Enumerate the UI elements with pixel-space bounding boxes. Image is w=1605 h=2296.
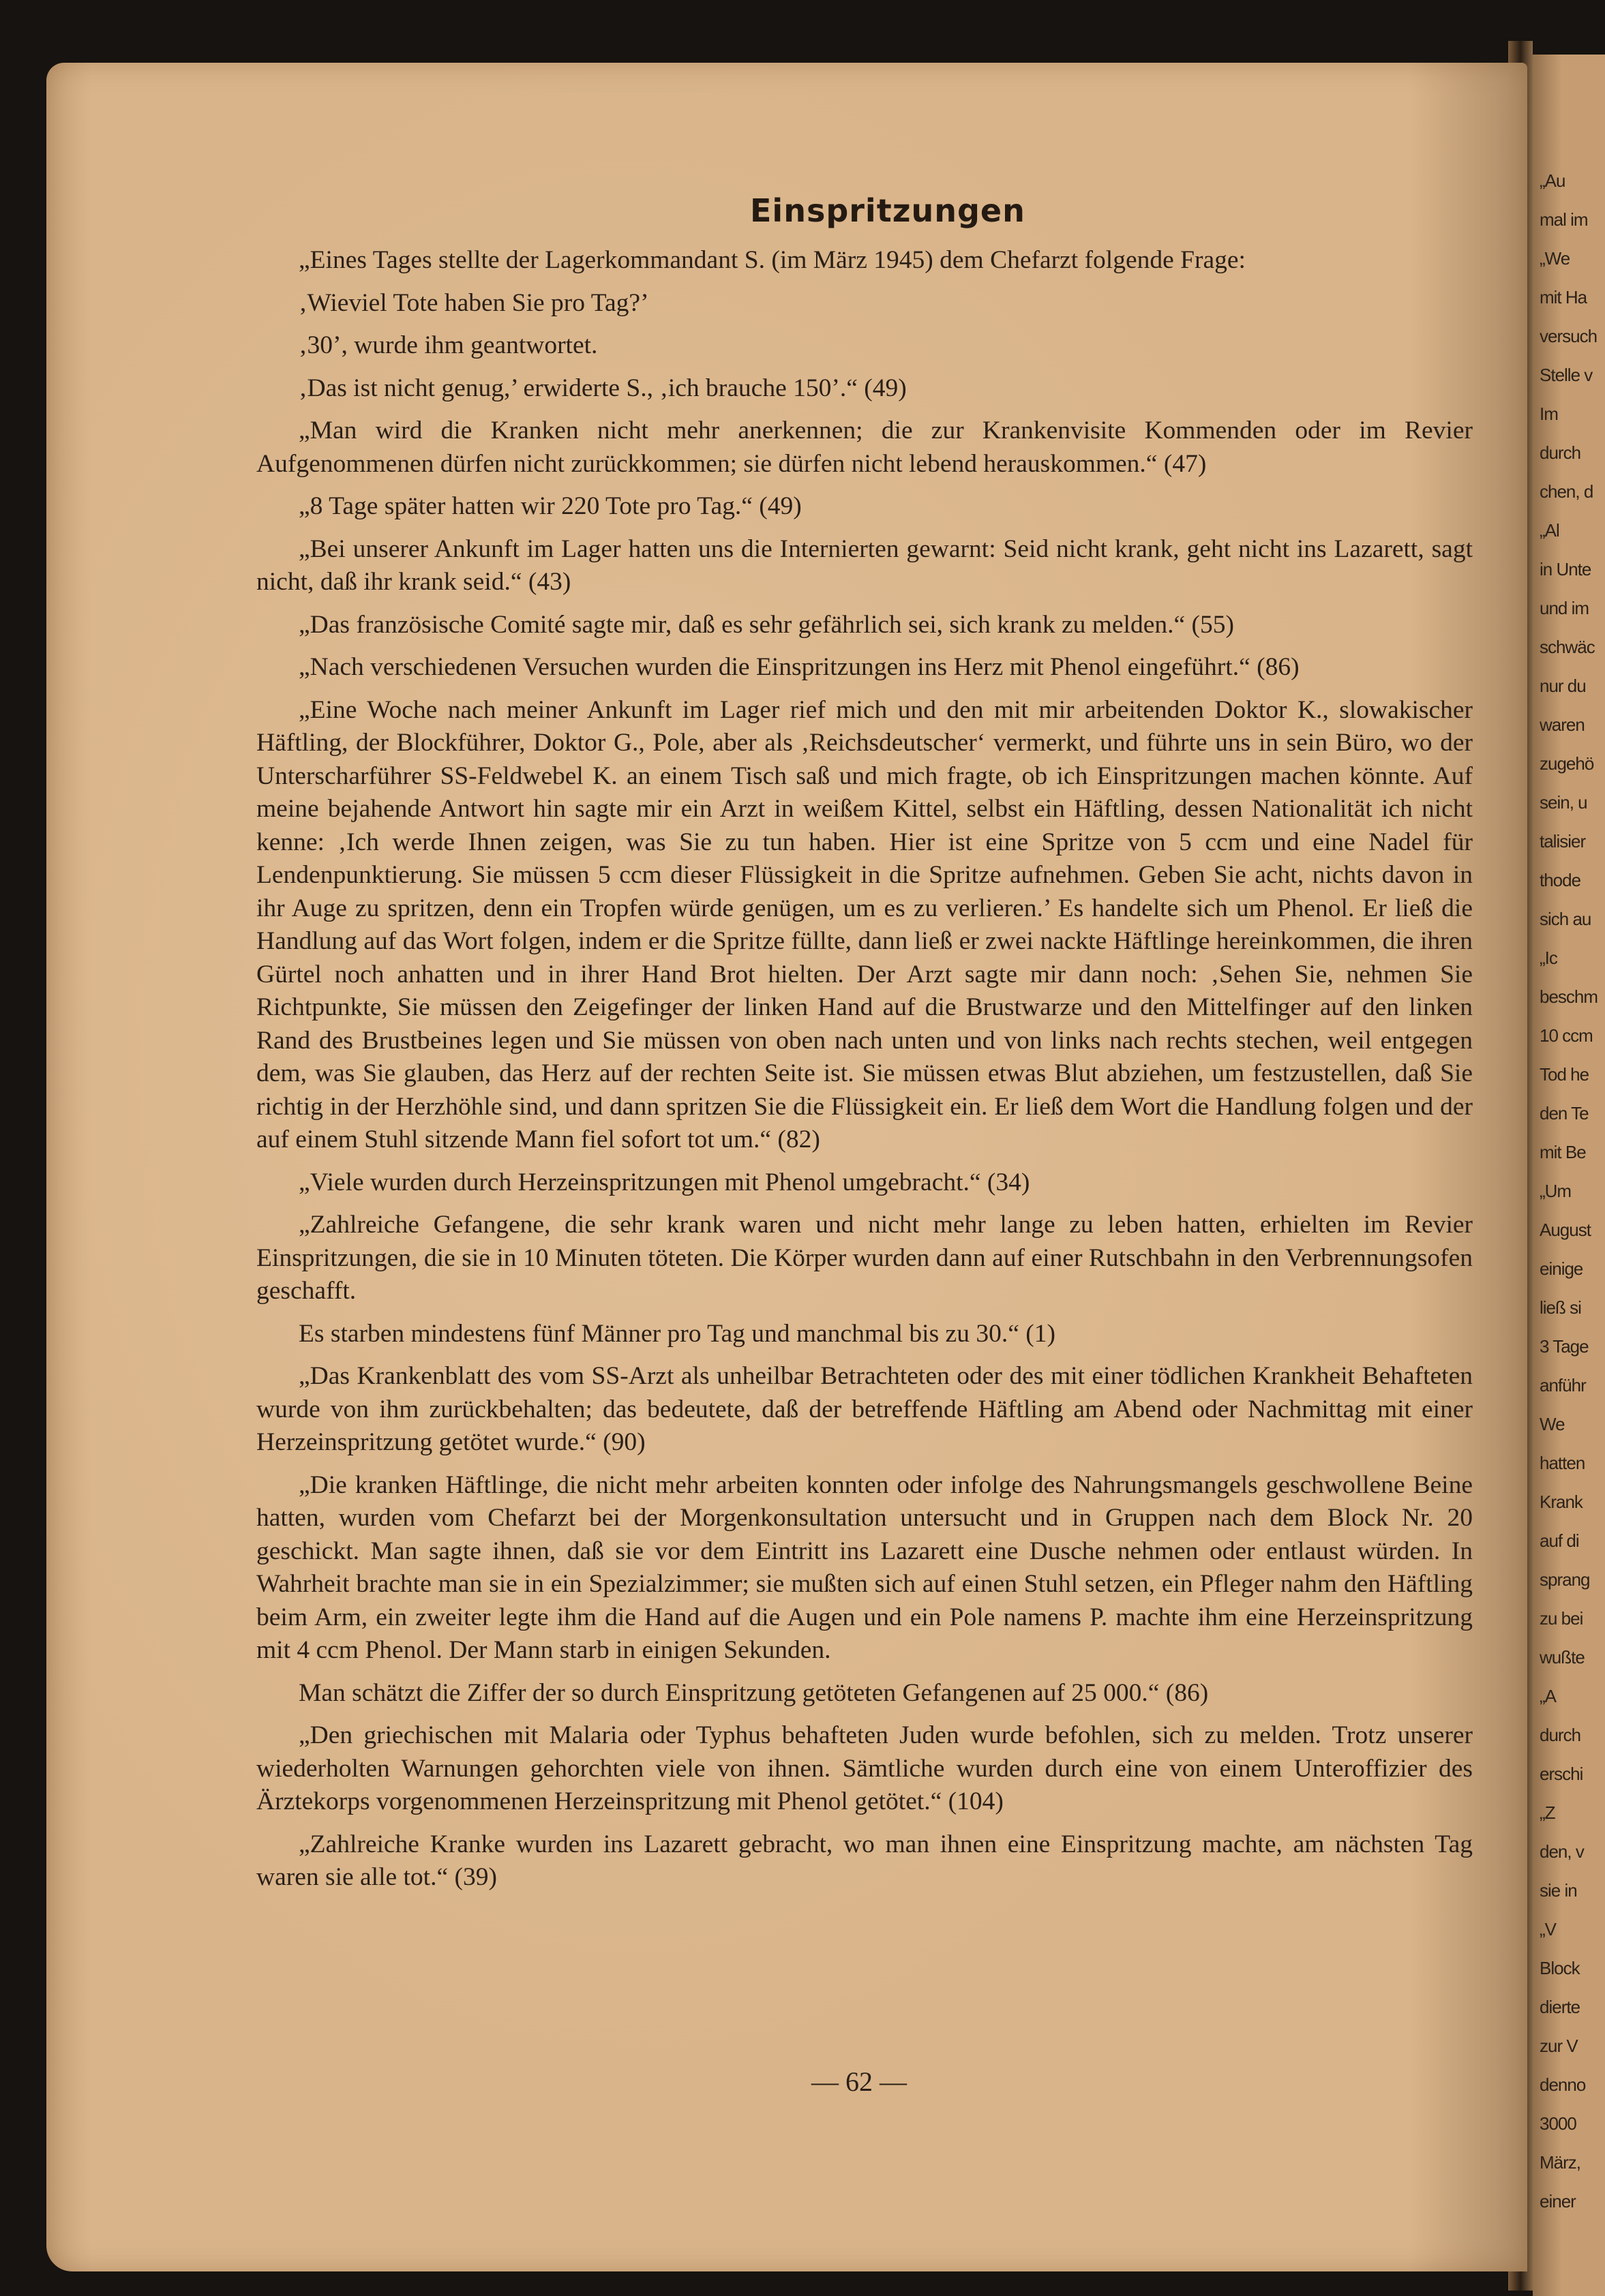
facing-page-fragment: sprang [1540, 1569, 1590, 1590]
facing-page-fragment: Tod he [1540, 1064, 1589, 1085]
paragraph: „8 Tage später hatten wir 220 Tote pro Tag.“ (49) [299, 492, 802, 520]
facing-page-fragment: durch [1540, 1725, 1581, 1745]
paragraph: ‚Das ist nicht genug,’ erwiderte S., ‚ich brauche 150’.“ (49) [299, 374, 907, 402]
facing-page-fragment: chen, d [1540, 481, 1593, 502]
paragraph: Es starben mindestens fünf Männer pro Tag und manchmal bis zu 30.“ (1) [299, 1319, 1055, 1348]
facing-page-fragment: einige [1540, 1258, 1583, 1279]
facing-page-fragment: „Au [1540, 170, 1565, 191]
paragraph: „Das französische Comité sagte mir, daß es sehr gefährlich sei, sich krank zu melden.“ (55) [299, 610, 1234, 639]
facing-page-fragment: talisier [1540, 831, 1586, 851]
paragraph: „Bei unserer Ankunft im Lager hatten uns die Internierten gewarnt: Seid nicht krank, geht nicht ins Lazarett, sagt nicht, daß ihr krank seid.“ (43) [256, 534, 1473, 596]
facing-page-fragment: Block [1540, 1958, 1580, 1978]
facing-page-fragment: schwäc [1540, 637, 1595, 657]
facing-page-fragment: thode [1540, 870, 1581, 890]
facing-page-fragment: sein, u [1540, 792, 1587, 813]
facing-page-fragment: hatten [1540, 1453, 1585, 1473]
facing-page-fragment: zur V [1540, 2036, 1578, 2056]
facing-page-fragment: den, v [1540, 1841, 1584, 1862]
facing-page-fragment: dierte [1540, 1997, 1580, 2017]
facing-page-fragment: „We [1540, 248, 1570, 269]
facing-page-fragment: sich au [1540, 909, 1591, 929]
facing-page-fragment: auf di [1540, 1530, 1579, 1551]
facing-page-fragment: nur du [1540, 676, 1586, 696]
facing-page-fragment: erschi [1540, 1764, 1583, 1784]
facing-page-fragment: beschm [1540, 986, 1598, 1007]
facing-page-fragment: „Um [1540, 1181, 1572, 1201]
facing-page-fragment: „Al [1540, 520, 1559, 541]
facing-page-fragment: 10 ccm [1540, 1025, 1593, 1046]
facing-page-fragment: denno [1540, 2074, 1586, 2095]
paragraph: „Zahlreiche Kranke wurden ins Lazarett gebracht, wo man ihnen eine Einspritzung machte, am nächsten Tag waren sie alle tot.“ (39) [256, 1830, 1473, 1891]
facing-page-fragment: mit Be [1540, 1142, 1586, 1162]
facing-page-fragment: „Ic [1540, 948, 1557, 968]
facing-page-fragment: sie in [1540, 1880, 1577, 1901]
facing-page-fragment: 3 Tage [1540, 1336, 1589, 1357]
paragraph: ‚30’, wurde ihm geantwortet. [299, 331, 598, 359]
facing-page-fragment: We [1540, 1414, 1565, 1434]
facing-page-fragment: in Unte [1540, 559, 1591, 579]
facing-page-edge [1533, 55, 1605, 2296]
paragraph: „Eine Woche nach meiner Ankunft im Lager rief mich und den mit mir arbeitenden Doktor K., slowakischer Häftling, der Blockführer, Doktor G., Pole, aber als ‚Reichsdeutscher‘ vermerkt, und führte uns in sein Büro, wo der Unterscharführer SS-Feldwebel K. an einem Tisch saß und mich fragte, ob ich Einspritzungen machen könnte. Auf meine bejahende Antwort hin sagte mir ein Arzt in weißem Kittel, selbst ein Häftling, dessen Nationalität ich nicht kenne: ‚Ich werde Ihnen zeigen, was Sie zu tun haben. Hier ist eine Spritze von 5 ccm und eine Nadel für Lendenpunktierung. Sie müssen 5 ccm dieser Flüssigkeit in die Spritze aufnehmen. Geben Sie acht, nichts davon in ihr Auge zu spritzen, denn ein Tropfen würde genügen, um es zu verlieren.’ Es handelte sich um Phenol. Er ließ die Handlung auf das Wort folgen, indem er die Spritze füllte, dann ließ er zwei nackte Häftlinge hereinkommen, die ihren Gürtel noch anhatten und in ihrer Hand Brot hielten. Der Arzt sagte mir dann noch: ‚Sehen Sie, nehmen Sie Richtpunkte, Sie müssen den Zeigefinger der linken Hand auf die Brustwarze und den Mittelfinger auf den linken Rand des Brustbeines legen und Sie müssen von oben nach unten und von links nach rechts stechen, weil entgegen dem, was Sie glauben, das Herz auf der rechten Seite ist. Sie müssen etwas Blut abziehen, um festzustellen, daß Sie richtig in der Herzhöhle sind, und dann spritzen Sie die Flüssigkeit ein. Er ließ dem Wort die Handlung folgen und der auf einem Stuhl sitzende Mann fiel sofort tot um.“ (82) [256, 695, 1473, 1153]
paragraph: „Eines Tages stellte der Lagerkommandant S. (im März 1945) dem Chefarzt folgende Frage: [299, 246, 1246, 274]
facing-page-fragment: 3000 [1540, 2113, 1576, 2134]
facing-page-fragment: und im [1540, 598, 1589, 618]
page-body [256, 244, 1473, 1904]
paragraph: „Zahlreiche Gefangene, die sehr krank waren und nicht mehr lange zu leben hatten, erhielten im Revier Einspritzungen, die sie in 10 Minuten töteten. Die Körper wurden dann auf einer Rutschbahn in den Verbrennungsofen geschafft. [256, 1211, 1473, 1305]
facing-page-fragment: den Te [1540, 1103, 1589, 1123]
facing-page-fragment: ließ si [1540, 1297, 1581, 1318]
paragraph: Man schätzt die Ziffer der so durch Einspritzung getöteten Gefangenen auf 25 000.“ (86) [299, 1678, 1209, 1707]
facing-page-fragment: „Z [1540, 1802, 1555, 1823]
facing-page-fragment: „A [1540, 1686, 1556, 1706]
facing-page-fragment: mal im [1540, 209, 1588, 230]
facing-page-fragment: Krank [1540, 1492, 1582, 1512]
paragraph: „Viele wurden durch Herzeinspritzungen mit Phenol umgebracht.“ (34) [299, 1168, 1030, 1196]
paragraph: „Nach verschiedenen Versuchen wurden die Einspritzungen ins Herz mit Phenol eingeführt.“ (86) [299, 653, 1300, 681]
facing-page-fragment: einer [1540, 2191, 1576, 2211]
facing-page-fragment: Im [1540, 404, 1558, 424]
paragraph: „Den griechischen mit Malaria oder Typhus behafteten Juden wurde befohlen, sich zu melden. Trotz unserer wiederholten Warnungen gehorchten viele von ihnen. Sämtliche wurden durch eine von einem Unteroffizier des Ärztekorps vorgenommenen Herzeinspritzung mit Phenol getötet.“ (104) [256, 1721, 1473, 1815]
facing-page-fragment: waren [1540, 714, 1585, 735]
facing-page-fragment: August [1540, 1220, 1591, 1240]
paragraph: „Man wird die Kranken nicht mehr anerkennen; die zur Krankenvisite Kommenden oder im Revier Aufgenommenen dürfen nicht zurückkommen; sie dürfen nicht lebend herauskommen.“ (47) [256, 417, 1473, 478]
facing-page-fragment: zu bei [1540, 1608, 1583, 1629]
paragraph: „Die kranken Häftlinge, die nicht mehr arbeiten konnten oder infolge des Nahrungsmangels geschwollene Beine hatten, wurden vom Chefarzt bei der Morgenkonsultation untersucht und in Gruppen nach dem Block Nr. 20 geschickt. Man sagte ihnen, daß sie vor dem Eintritt ins Lazarett eine Dusche nehmen oder entlaust würden. In Wahrheit brachte man sie in ein Spezialzimmer; sie mußten sich auf einen Stuhl setzen, ein Pfleger nahm den Häftling beim Arm, ein zweiter legte ihm die Hand auf die Augen und ein Pole namens P. machte ihm eine Herzeinspritzung mit 4 ccm Phenol. Der Mann starb in einigen Sekunden. [256, 1470, 1473, 1664]
facing-page-fragment: Stelle v [1540, 365, 1593, 385]
paragraph: ‚Wieviel Tote haben Sie pro Tag?’ [299, 288, 649, 317]
paragraph: „Das Krankenblatt des vom SS-Arzt als unheilbar Betrachteten oder des mit einer tödlichen Krankheit Behafteten wurde von ihm zurückbehalten; das bedeutete, daß der betreffende Häftling am Abend oder Nachmittag mit einer Herzeinspritzung getötet wurde.“ (90) [256, 1362, 1473, 1456]
facing-page-fragment: mit Ha [1540, 287, 1587, 307]
facing-page-fragment: März, [1540, 2152, 1580, 2173]
facing-page-fragment: „V [1540, 1919, 1556, 1939]
facing-page-fragment: anführ [1540, 1375, 1586, 1395]
facing-page-fragment: durch [1540, 442, 1581, 463]
chapter-title: Einspritzungen [750, 192, 1025, 229]
page-number: — 62 — [811, 2066, 907, 2097]
facing-page-fragment: wußte [1540, 1647, 1585, 1667]
facing-page-fragment: versuch [1540, 326, 1597, 346]
facing-page-fragment: zugehö [1540, 753, 1594, 774]
